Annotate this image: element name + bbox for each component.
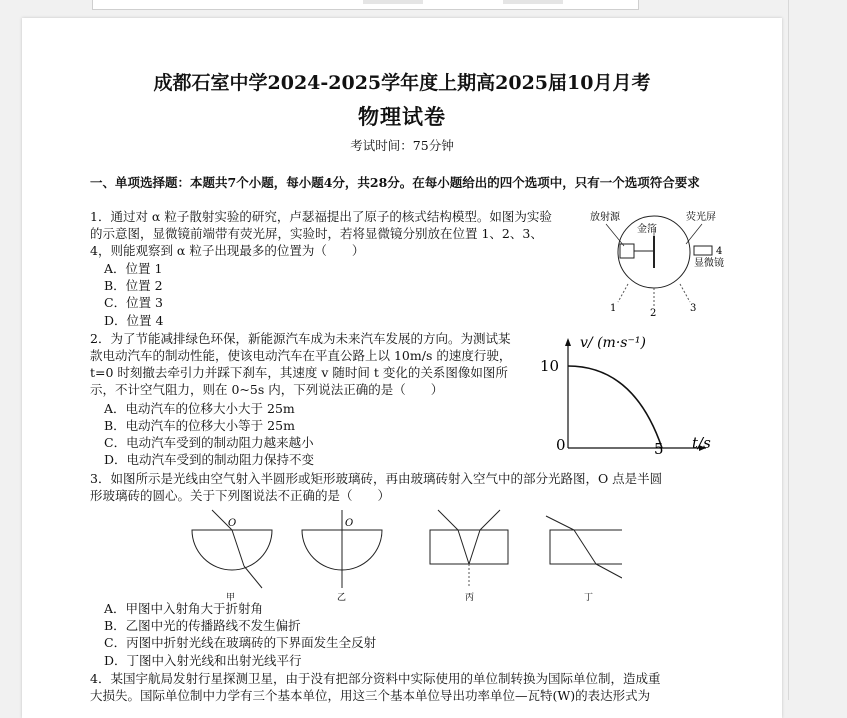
q2-line: t=0 时刻撤去牵引力并踩下刹车，其速度 v 随时间 t 变化的关系图像如图所 xyxy=(90,365,508,380)
velocity-time-graph xyxy=(534,330,734,458)
origin-label: 0 xyxy=(556,436,566,454)
q2-line: 2．为了节能减排绿色环保，新能源汽车成为未来汽车发展的方向。为测试某 xyxy=(90,331,511,346)
v-initial-value: 10 xyxy=(540,357,560,375)
figure-yi xyxy=(302,510,382,602)
q2-line: 款电动汽车的制动性能，使该电动汽车在平直公路上以 10m/s 的速度行驶， xyxy=(90,348,512,363)
glass-brick-figures xyxy=(182,508,622,602)
q2-option-a: A．电动汽车的位移大小大于 25m xyxy=(104,401,295,416)
q1-option-d: D．位置 4 xyxy=(104,313,164,328)
microscope-label: 显微镜 xyxy=(694,258,724,269)
q3-option-c: C．丙图中折射光线在玻璃砖的下界面发生全反射 xyxy=(104,635,377,650)
q1-line: 的示意图，显微镜前端带有荧光屏，实验时，若将显微镜分别放在位置 1、2、3、 xyxy=(90,226,543,241)
exam-title: 成都石室中学2024-2025学年度上期高2025届10月月考 xyxy=(153,72,651,94)
screen-pointer xyxy=(686,224,702,244)
figure-label: 丙 xyxy=(465,593,475,602)
microscope-1 xyxy=(618,284,628,302)
toolbar-tab xyxy=(363,0,423,4)
q3-line: 形玻璃砖的圆心。关于下列图说法不正确的是（ ） xyxy=(90,488,391,503)
position-label: 1 xyxy=(610,303,617,314)
q1-option-c: C．位置 3 xyxy=(104,295,163,310)
position-label: 4 xyxy=(716,246,723,257)
position-label: 2 xyxy=(650,308,657,316)
q3-line: 3．如图所示是光线由空气射入半圆形或矩形玻璃砖，再由玻璃砖射入空气中的部分光路图，O 点是半圆 xyxy=(90,471,663,486)
screen-label: 荧光屏 xyxy=(686,212,716,223)
section-heading: 一、单项选择题：本题共7个小题，每小题4分，共28分。在每小题给出的四个选项中，只有一个选项符合要求 xyxy=(90,175,700,190)
figure-label: 乙 xyxy=(337,593,347,602)
t-final-value: 5 xyxy=(654,440,664,458)
q4-line: 大损失。国际单位制中力学有三个基本单位，用这三个基本单位导出功率单位—瓦特(W)的表达形式为 xyxy=(90,688,651,703)
q1-line: 4，则能观察到 α 粒子出现最多的位置为（ ） xyxy=(90,243,365,258)
figure-jia xyxy=(192,510,272,602)
subject-title: 物理试卷 xyxy=(358,104,446,129)
q2-option-d: D．电动汽车受到的制动阻力保持不变 xyxy=(104,452,315,467)
document-page xyxy=(22,18,782,718)
q1-option-b: B．位置 2 xyxy=(104,278,163,293)
window-edge xyxy=(788,0,789,700)
figure-label: 丁 xyxy=(584,593,594,602)
q3-option-a: A．甲图中入射角大于折射角 xyxy=(104,601,264,616)
q3-option-d: D．丁图中入射光线和出射光线平行 xyxy=(104,653,302,668)
figure-bing xyxy=(430,510,508,602)
v-axis-arrow xyxy=(565,338,571,346)
position-label: 3 xyxy=(690,303,697,314)
q1-option-a: A．位置 1 xyxy=(104,261,163,276)
v-axis-label: v/ (m·s⁻¹) xyxy=(580,335,646,351)
q4-line: 4．某国宇航局发射行星探测卫星，由于没有把部分资料中实际使用的单位制转换为国际单位制，造成重 xyxy=(90,671,661,686)
velocity-curve xyxy=(568,366,662,448)
center-o-label: O xyxy=(345,518,354,529)
center-o-label: O xyxy=(228,518,237,529)
source-pointer xyxy=(606,224,624,246)
exam-time: 考试时间：75分钟 xyxy=(350,138,454,153)
toolbar-tab xyxy=(503,0,563,4)
toolbar-strip xyxy=(92,0,639,10)
microscope-3 xyxy=(680,284,690,302)
alpha-scattering-figure xyxy=(584,206,734,316)
source-label: 放射源 xyxy=(590,212,620,223)
q2-option-b: B．电动汽车的位移大小等于 25m xyxy=(104,418,295,433)
t-axis-label: t/s xyxy=(692,434,711,452)
figure-label: 甲 xyxy=(226,593,236,602)
microscope-4 xyxy=(694,246,712,255)
foil-label: 金箔 xyxy=(637,224,657,235)
figure-ding xyxy=(546,516,622,602)
q1-line: 1．通过对 α 粒子散射实验的研究，卢瑟福提出了原子的核式结构模型。如图为实验 xyxy=(90,209,552,224)
q2-option-c: C．电动汽车受到的制动阻力越来越小 xyxy=(104,435,314,450)
q2-line: 示，不计空气阻力，则在 0~5s 内，下列说法正确的是（ ） xyxy=(90,382,444,397)
q3-option-b: B．乙图中光的传播路线不发生偏折 xyxy=(104,618,301,633)
source-box xyxy=(620,244,634,258)
